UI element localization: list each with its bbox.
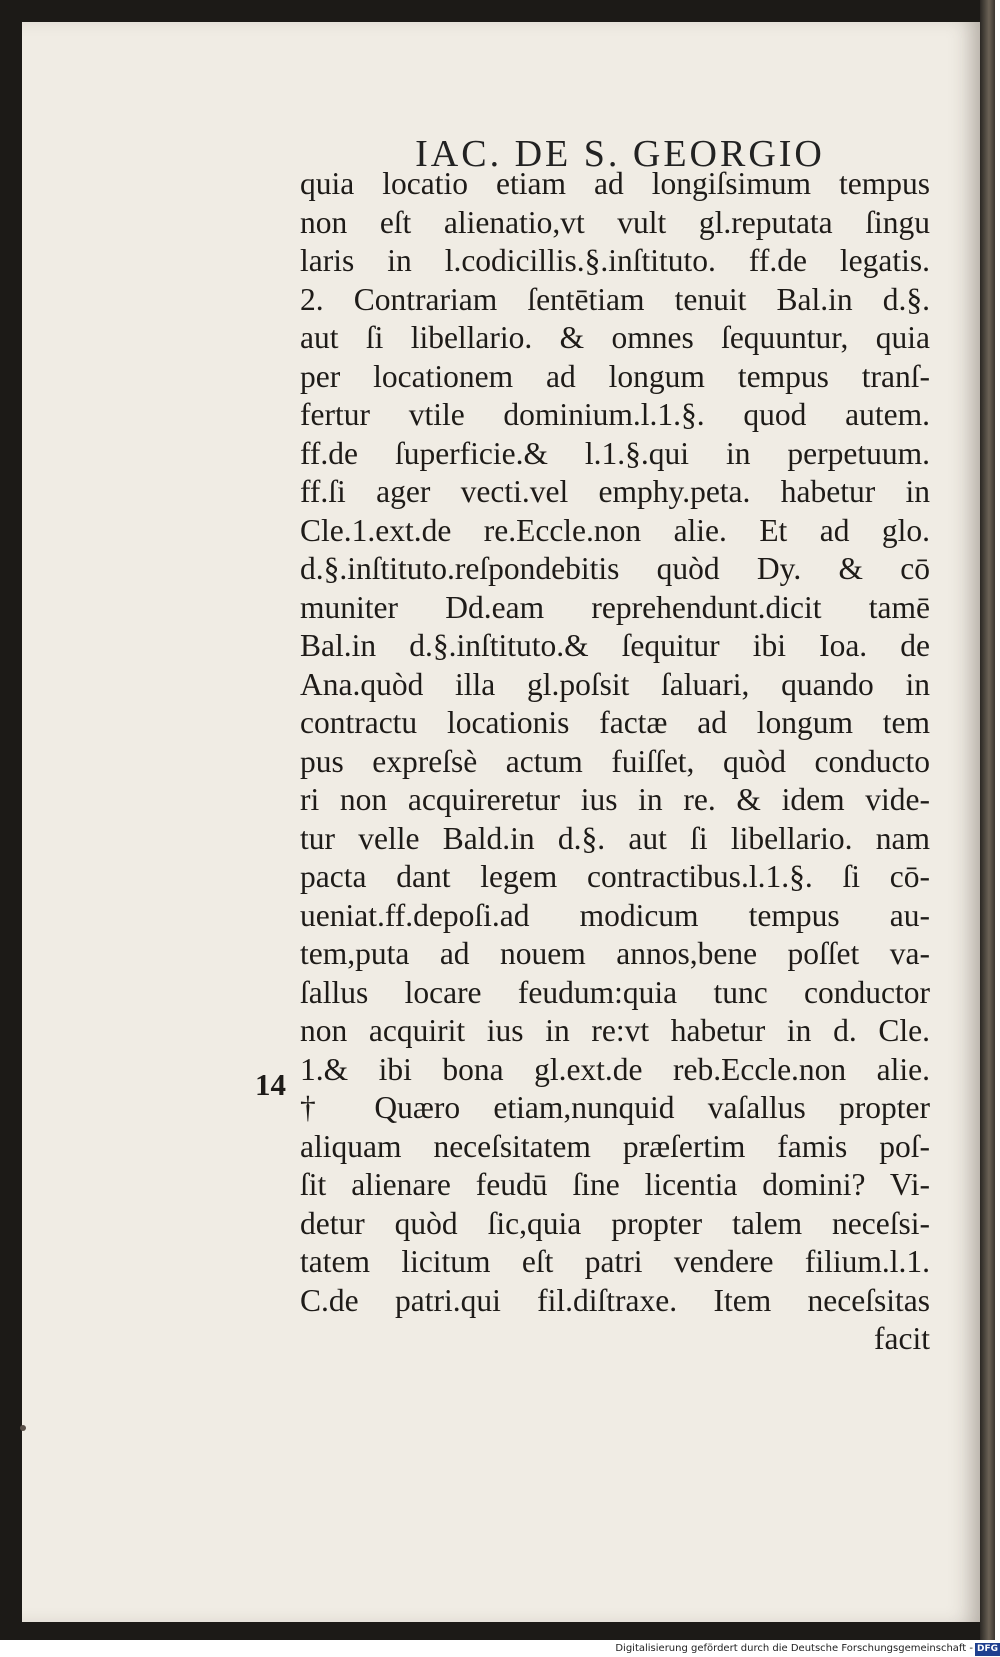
text-line: ff.de ſuperficie.& l.1.§.qui in perpetuum.	[300, 435, 930, 471]
digitization-footer	[600, 1640, 1000, 1657]
text-line: tur velle Bald.in d.§. aut ſi libellario. nam	[300, 820, 930, 856]
catchword: facit	[874, 1321, 930, 1356]
text-line: 2. Contrariam ſentētiam tenuit Bal.in d.§.	[300, 281, 930, 317]
book-spine-edge	[980, 0, 995, 1640]
text-line: ſit alienare feudū ſine licentia domini? Vi-	[300, 1167, 930, 1202]
text-line: Ana.quòd illa gl.poſsit ſaluari, quando in	[300, 666, 930, 702]
text-line: ſallus locare feudum:quia tunc conductor	[300, 974, 930, 1010]
text-line: tatem licitum eſt patri vendere filium.l.1.	[300, 1244, 930, 1279]
text-line: Cle.1.ext.de re.Eccle.non alie. Et ad glo.	[300, 512, 930, 548]
text-line: non eſt alienatio,vt vult gl.reputata ſingu	[300, 204, 930, 240]
text-line: ff.ſi ager vecti.vel emphy.peta. habetur in	[300, 474, 930, 509]
text-line: pacta dant legem contractibus.l.1.§. ſi cō-	[300, 859, 930, 894]
text-line: aliquam neceſsitatem præſertim famis poſ-	[300, 1128, 930, 1164]
text-line: C.de patri.qui fil.diſtraxe. Item neceſsitas	[300, 1282, 930, 1318]
text-line: muniter Dd.eam reprehendunt.dicit tamē	[300, 589, 930, 625]
marginal-number: 14	[255, 1067, 286, 1102]
text-line: quia locatio etiam ad longiſsimum tempus	[300, 166, 930, 201]
text-line: per locationem ad longum tempus tranſ-	[300, 358, 930, 394]
text-line: detur quòd ſic,quia propter talem neceſsi-	[300, 1205, 930, 1241]
running-header: IAC. DE S. GEORGIO	[415, 133, 825, 175]
text-line: ueniat.ff.depoſi.ad modicum tempus au-	[300, 897, 930, 933]
text-line: Bal.in d.§.inſtituto.& ſequitur ibi Ioa. de	[300, 628, 930, 663]
text-line: aut ſi libellario. & omnes ſequuntur, quia	[300, 320, 930, 355]
text-line: contractu locationis factæ ad longum tem	[300, 705, 930, 740]
page-smudge	[20, 1425, 26, 1431]
text-line: † Quæro etiam,nunquid vaſallus propter	[300, 1090, 930, 1125]
text-line: non acquirit ius in re:vt habetur in d. Cle.	[300, 1013, 930, 1048]
footer-text: Digitalisierung gefördert durch die Deutsche Forschungsgemeinschaft -	[615, 1643, 973, 1654]
text-line: 1.& ibi bona gl.ext.de reb.Eccle.non alie.	[300, 1051, 930, 1087]
text-line: d.§.inſtituto.reſpondebitis quòd Dy. & cō	[300, 551, 930, 586]
dfg-logo: DFG	[976, 1644, 998, 1654]
text-line: pus expreſsè actum fuiſſet, quòd conducto	[300, 743, 930, 779]
text-line: ri non acquireretur ius in re. & idem vide-	[300, 782, 930, 817]
text-line: laris in l.codicillis.§.inſtituto. ff.de legatis.	[300, 243, 930, 278]
text-line: tem,puta ad nouem annos,bene poſſet va-	[300, 936, 930, 971]
text-line: fertur vtile dominium.l.1.§. quod autem.	[300, 397, 930, 432]
